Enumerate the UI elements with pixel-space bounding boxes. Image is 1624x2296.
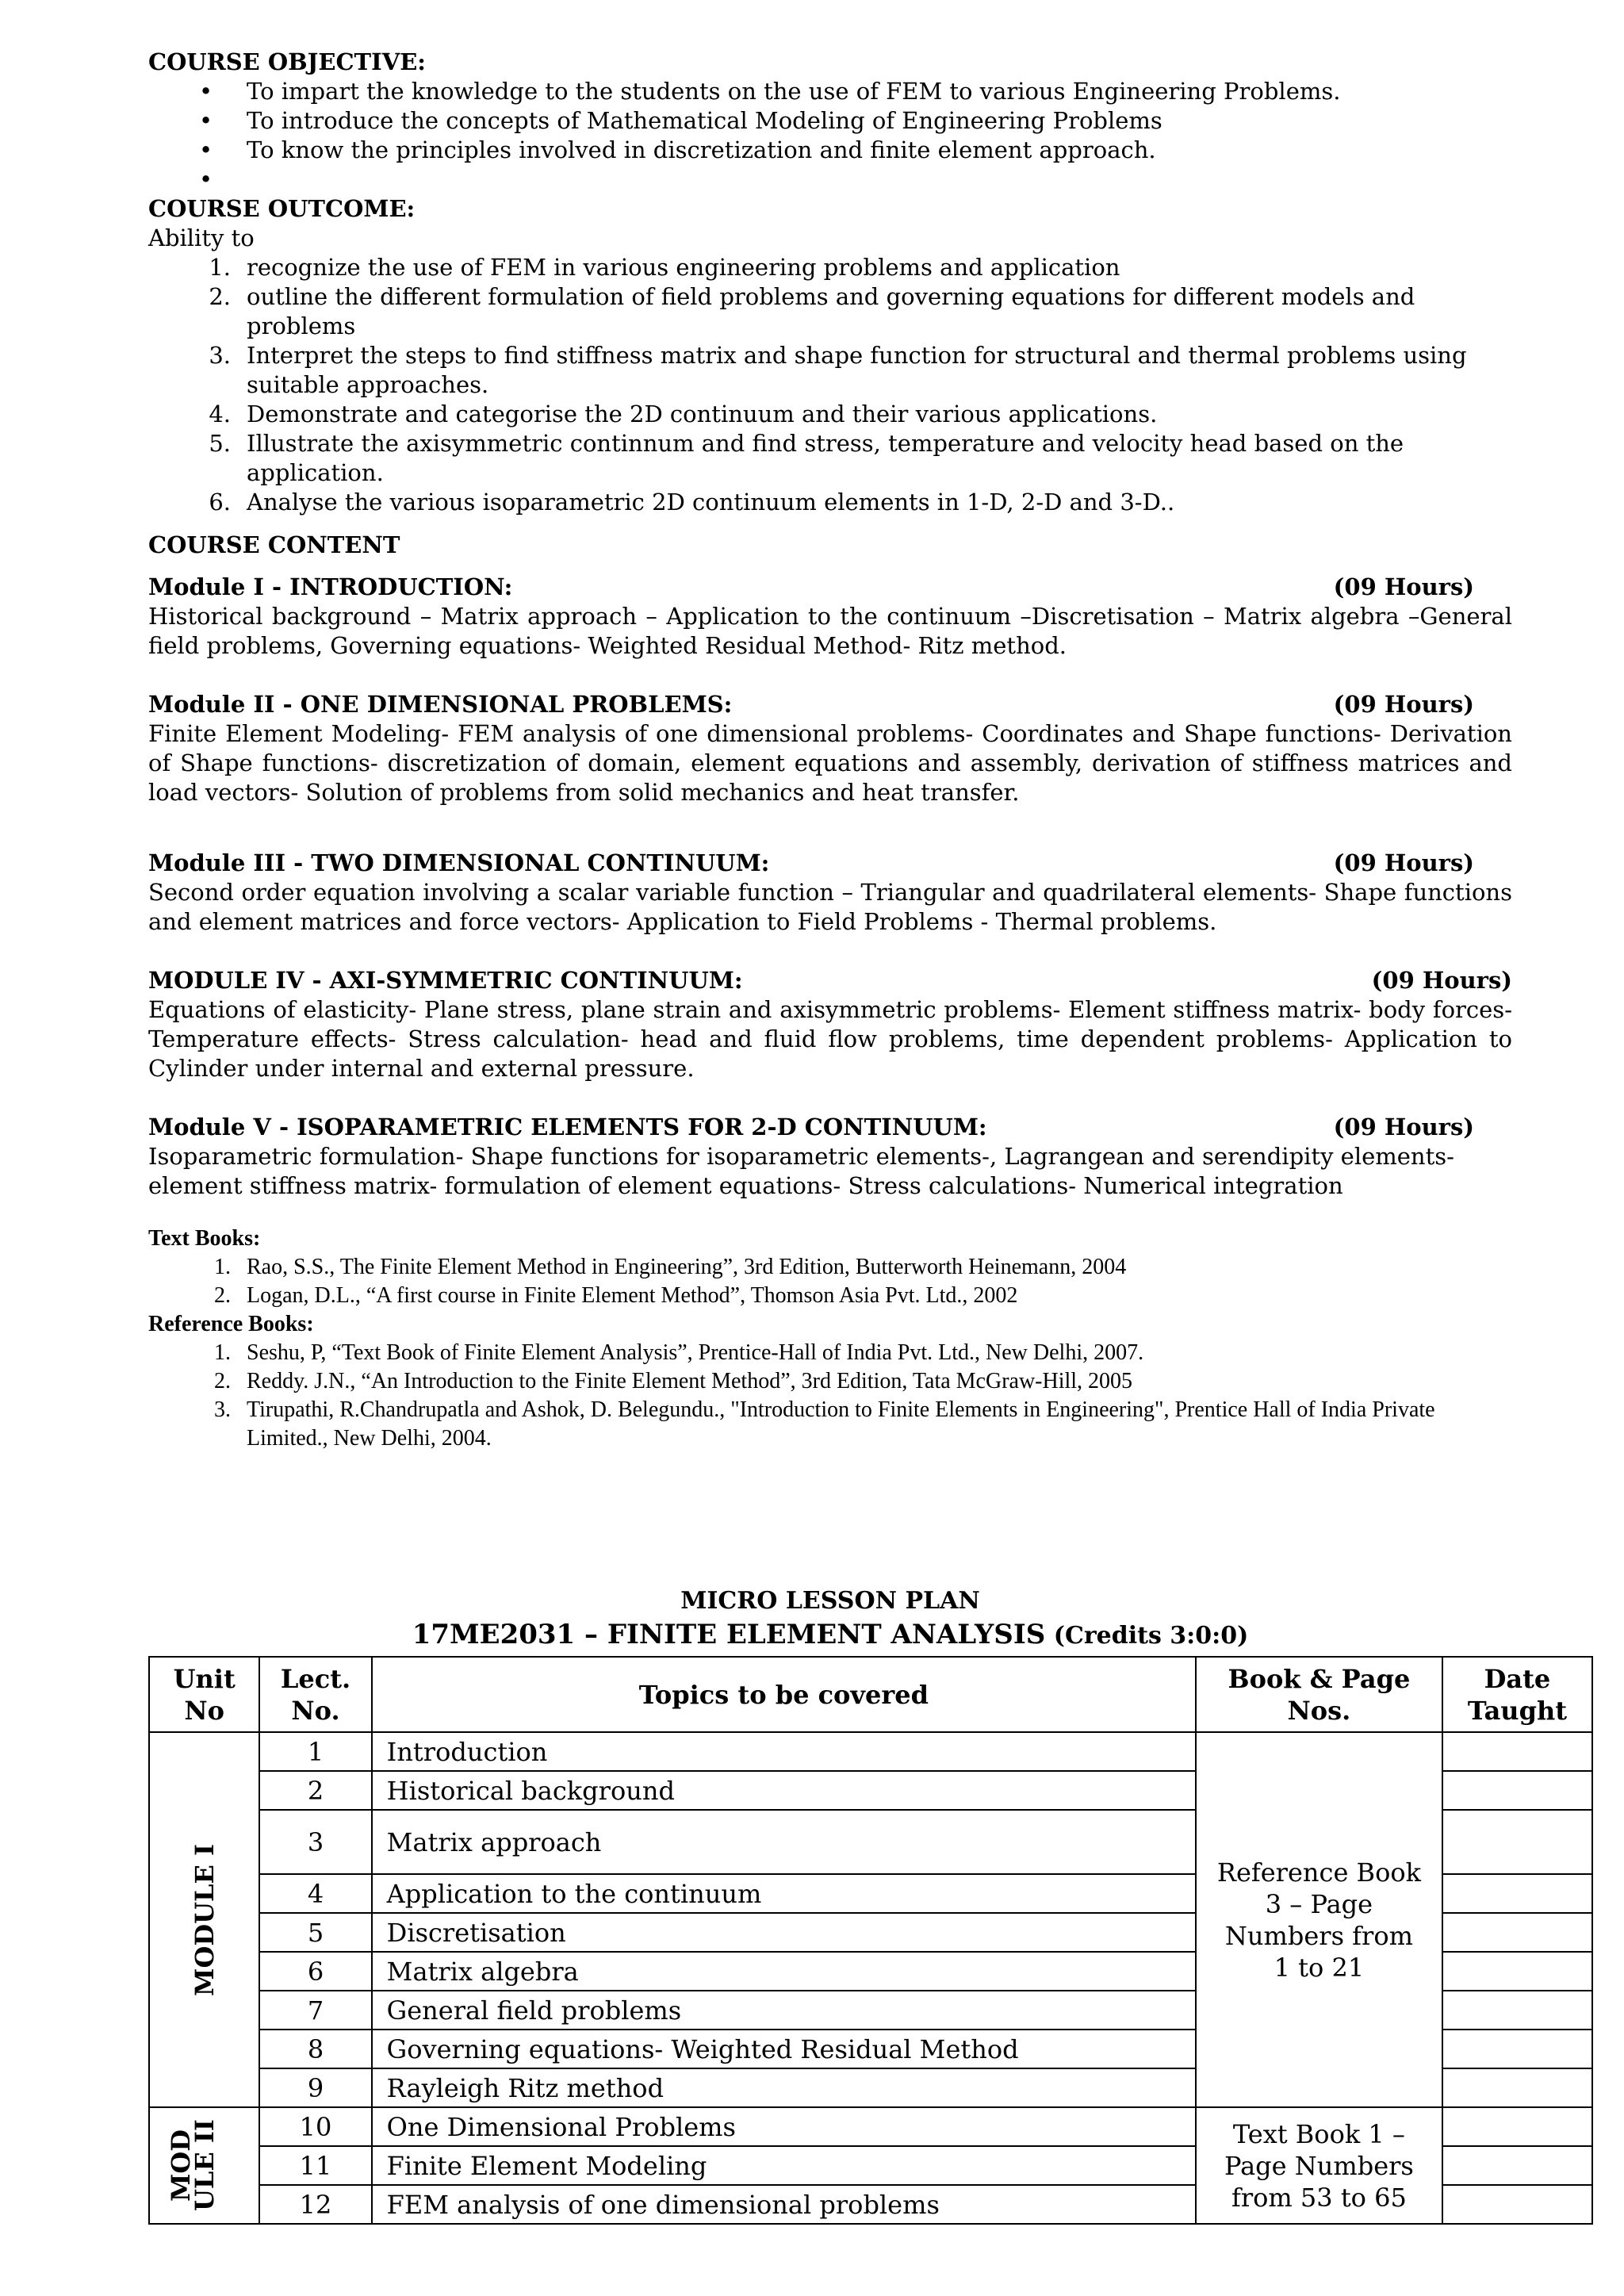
header-book-pages: Book & Page Nos.	[1196, 1657, 1442, 1732]
lesson-plan-subtitle	[148, 1618, 1512, 1653]
course-objective-section	[148, 48, 1512, 194]
module-2-section	[148, 690, 1512, 807]
lecture-no: 7	[259, 1991, 371, 2030]
course-outcome-heading: COURSE OUTCOME:	[148, 195, 416, 222]
list-item: • To know the principles involved in discretization and finite element approach.	[247, 136, 1512, 165]
module-title: MODULE IV - AXI-SYMMETRIC CONTINUUM:	[148, 967, 743, 994]
list-item: 2. Reddy. J.N., “An Introduction to the Finite Element Method”, 3rd Edition, Tata McGraw-Hill, 2005	[214, 1369, 1133, 1393]
list-item	[247, 165, 1512, 194]
module-body: Finite Element Modeling- FEM analysis of one dimensional problems- Coordinates and Shape functions- Derivation of Shape functions- discretization of domain, element equations and assembly, derivation of stiffness matrices and load vectors- Solution of problems from solid mechanics and heat transfer.	[148, 720, 1512, 806]
module-body: Second order equation involving a scalar variable function – Triangular and quadrilateral elements- Shape functions and element matrices and force vectors- Application to Field Problems - Thermal problems.	[148, 879, 1512, 935]
date-taught-cell	[1442, 2030, 1592, 2068]
list-item: 1. Rao, S.S., The Finite Element Method in Engineering”, 3rd Edition, Butterworth Heinemann, 2004	[214, 1255, 1127, 1279]
module-header	[148, 690, 1512, 719]
lecture-no: 5	[259, 1913, 371, 1952]
list-item: • To impart the knowledge to the students on the use of FEM to various Engineering Problems.	[247, 77, 1512, 106]
date-taught-cell	[1442, 2107, 1592, 2146]
list-item: 2. Logan, D.L., “A first course in Finite Element Method”, Thomson Asia Pvt. Ltd., 2002	[214, 1283, 1018, 1308]
topic: General field problems	[372, 1991, 1196, 2030]
module-hours: (09 Hours)	[1333, 691, 1474, 718]
lecture-no: 8	[259, 2030, 371, 2068]
module-title: Module I - INTRODUCTION:	[148, 573, 513, 600]
lecture-no: 11	[259, 2146, 371, 2185]
lecture-no: 10	[259, 2107, 371, 2146]
header-date-taught: Date Taught	[1442, 1657, 1592, 1732]
date-taught-cell	[1442, 1771, 1592, 1810]
date-taught-cell	[1442, 1732, 1592, 1771]
list-item: • To introduce the concepts of Mathematical Modeling of Engineering Problems	[247, 106, 1512, 136]
list-item: 4. Demonstrate and categorise the 2D continuum and their various applications.	[209, 401, 1158, 427]
course-outcome-section	[148, 194, 1512, 517]
module-header	[148, 1113, 1512, 1142]
module-2-label: MOD ULE II	[165, 2119, 220, 2212]
module-3-section	[148, 849, 1512, 937]
course-credits: (Credits 3:0:0)	[1053, 1622, 1249, 1650]
list-item: 3. Interpret the steps to find stiffness matrix and shape function for structural and thermal problems using suitable approaches.	[209, 342, 1467, 398]
topic: Historical background	[372, 1771, 1196, 1810]
lecture-no: 2	[259, 1771, 371, 1810]
module-1-cell	[149, 1732, 259, 2107]
module-header	[148, 849, 1512, 878]
date-taught-cell	[1442, 1874, 1592, 1913]
topic: Matrix algebra	[372, 1952, 1196, 1991]
topic: Rayleigh Ritz method	[372, 2068, 1196, 2107]
module-hours: (09 Hours)	[1333, 573, 1474, 600]
module-1-section	[148, 573, 1512, 661]
course-objective-heading: COURSE OBJECTIVE:	[148, 48, 427, 75]
date-taught-cell	[1442, 2146, 1592, 2185]
module-hours: (09 Hours)	[1333, 849, 1474, 876]
list-item: 3. Tirupathi, R.Chandrupatla and Ashok, D. Belegundu., "Introduction to Finite Elements in Engineering", Prentice Hall of India Private Limited., New Delhi, 2004.	[214, 1397, 1435, 1451]
module-hours: (09 Hours)	[1333, 1114, 1474, 1140]
topic: FEM analysis of one dimensional problems	[372, 2185, 1196, 2224]
module-hours: (09 Hours)	[1371, 967, 1512, 994]
module-title: Module II - ONE DIMENSIONAL PROBLEMS:	[148, 691, 733, 718]
list-item: 2. outline the different formulation of field problems and governing equations for different models and problems	[209, 283, 1415, 339]
topic: Matrix approach	[372, 1810, 1196, 1874]
date-taught-cell	[1442, 1913, 1592, 1952]
date-taught-cell	[1442, 1810, 1592, 1874]
lesson-plan-title: MICRO LESSON PLAN	[680, 1587, 980, 1615]
module-header	[148, 966, 1512, 995]
topic: Application to the continuum	[372, 1874, 1196, 1913]
header-topics: Topics to be covered	[372, 1657, 1196, 1732]
module-4-section	[148, 966, 1512, 1083]
module-1-label: MODULE I	[189, 1843, 220, 1996]
topic: Finite Element Modeling	[372, 2146, 1196, 2185]
header-lecture-no: Lect. No.	[259, 1657, 371, 1732]
date-taught-cell	[1442, 2185, 1592, 2224]
reference-books-list	[148, 1339, 1512, 1453]
table-row	[149, 1732, 1592, 1771]
topic: Introduction	[372, 1732, 1196, 1771]
date-taught-cell	[1442, 1952, 1592, 1991]
lesson-plan-title-block	[148, 1585, 1512, 1653]
table-row	[149, 2107, 1592, 2146]
module-title: Module III - TWO DIMENSIONAL CONTINUUM:	[148, 849, 770, 876]
syllabus-document	[148, 48, 1512, 1453]
header-unit-no: Unit No	[149, 1657, 259, 1732]
outcome-list	[148, 253, 1512, 517]
lecture-no: 4	[259, 1874, 371, 1913]
outcome-intro: Ability to	[148, 224, 255, 251]
topic: Discretisation	[372, 1913, 1196, 1952]
date-taught-cell	[1442, 2068, 1592, 2107]
lecture-no: 1	[259, 1732, 371, 1771]
module-body: Equations of elasticity- Plane stress, plane strain and axisymmetric problems- Element stiffness matrix- body forces- Temperature effects- Stress calculation- head and fluid flow problems, time dependent problems- Application to Cylinder under internal and external pressure.	[148, 996, 1512, 1082]
reference-books-heading: Reference Books:	[148, 1312, 314, 1336]
objective-list	[148, 77, 1512, 194]
date-taught-cell	[1442, 1991, 1592, 2030]
list-item: 1. recognize the use of FEM in various engineering problems and application	[209, 254, 1120, 281]
text-books-list	[148, 1253, 1512, 1310]
lecture-no: 6	[259, 1952, 371, 1991]
lesson-plan-table	[148, 1656, 1593, 2225]
topic: Governing equations- Weighted Residual Method	[372, 2030, 1196, 2068]
course-code-title: 17ME2031 – FINITE ELEMENT ANALYSIS	[412, 1619, 1046, 1650]
text-books-heading: Text Books:	[148, 1226, 261, 1251]
module-body: Isoparametric formulation- Shape functions for isoparametric elements-, Lagrangean and serendipity elements- element stiffness matrix- formulation of element equations- Stress calculations- Numerical integration	[148, 1143, 1454, 1199]
list-item: 1. Seshu, P, “Text Book of Finite Element Analysis”, Prentice-Hall of India Pvt. Ltd., New Delhi, 2007.	[214, 1340, 1144, 1365]
lecture-no: 3	[259, 1810, 371, 1874]
module-5-section	[148, 1113, 1512, 1201]
course-content-heading: COURSE CONTENT	[148, 531, 400, 558]
module-1-book-pages: Reference Book 3 – Page Numbers from 1 to 21	[1196, 1732, 1442, 2107]
module-body: Historical background – Matrix approach – Application to the continuum –Discretisation – Matrix algebra –General field problems, Governing equations- Weighted Residual Method- Ritz method.	[148, 603, 1512, 659]
table-header-row	[149, 1657, 1592, 1732]
text-books-section	[148, 1225, 1512, 1453]
module-title: Module V - ISOPARAMETRIC ELEMENTS FOR 2-D CONTINUUM:	[148, 1114, 987, 1140]
lecture-no: 9	[259, 2068, 371, 2107]
module-2-book-pages: Text Book 1 – Page Numbers from 53 to 65	[1196, 2107, 1442, 2224]
lecture-no: 12	[259, 2185, 371, 2224]
list-item: 5. Illustrate the axisymmetric continnum and find stress, temperature and velocity head based on the application.	[209, 430, 1404, 486]
module-2-cell	[149, 2107, 259, 2224]
list-item: 6. Analyse the various isoparametric 2D continuum elements in 1-D, 2-D and 3-D..	[209, 489, 1175, 516]
module-header	[148, 573, 1512, 602]
topic: One Dimensional Problems	[372, 2107, 1196, 2146]
